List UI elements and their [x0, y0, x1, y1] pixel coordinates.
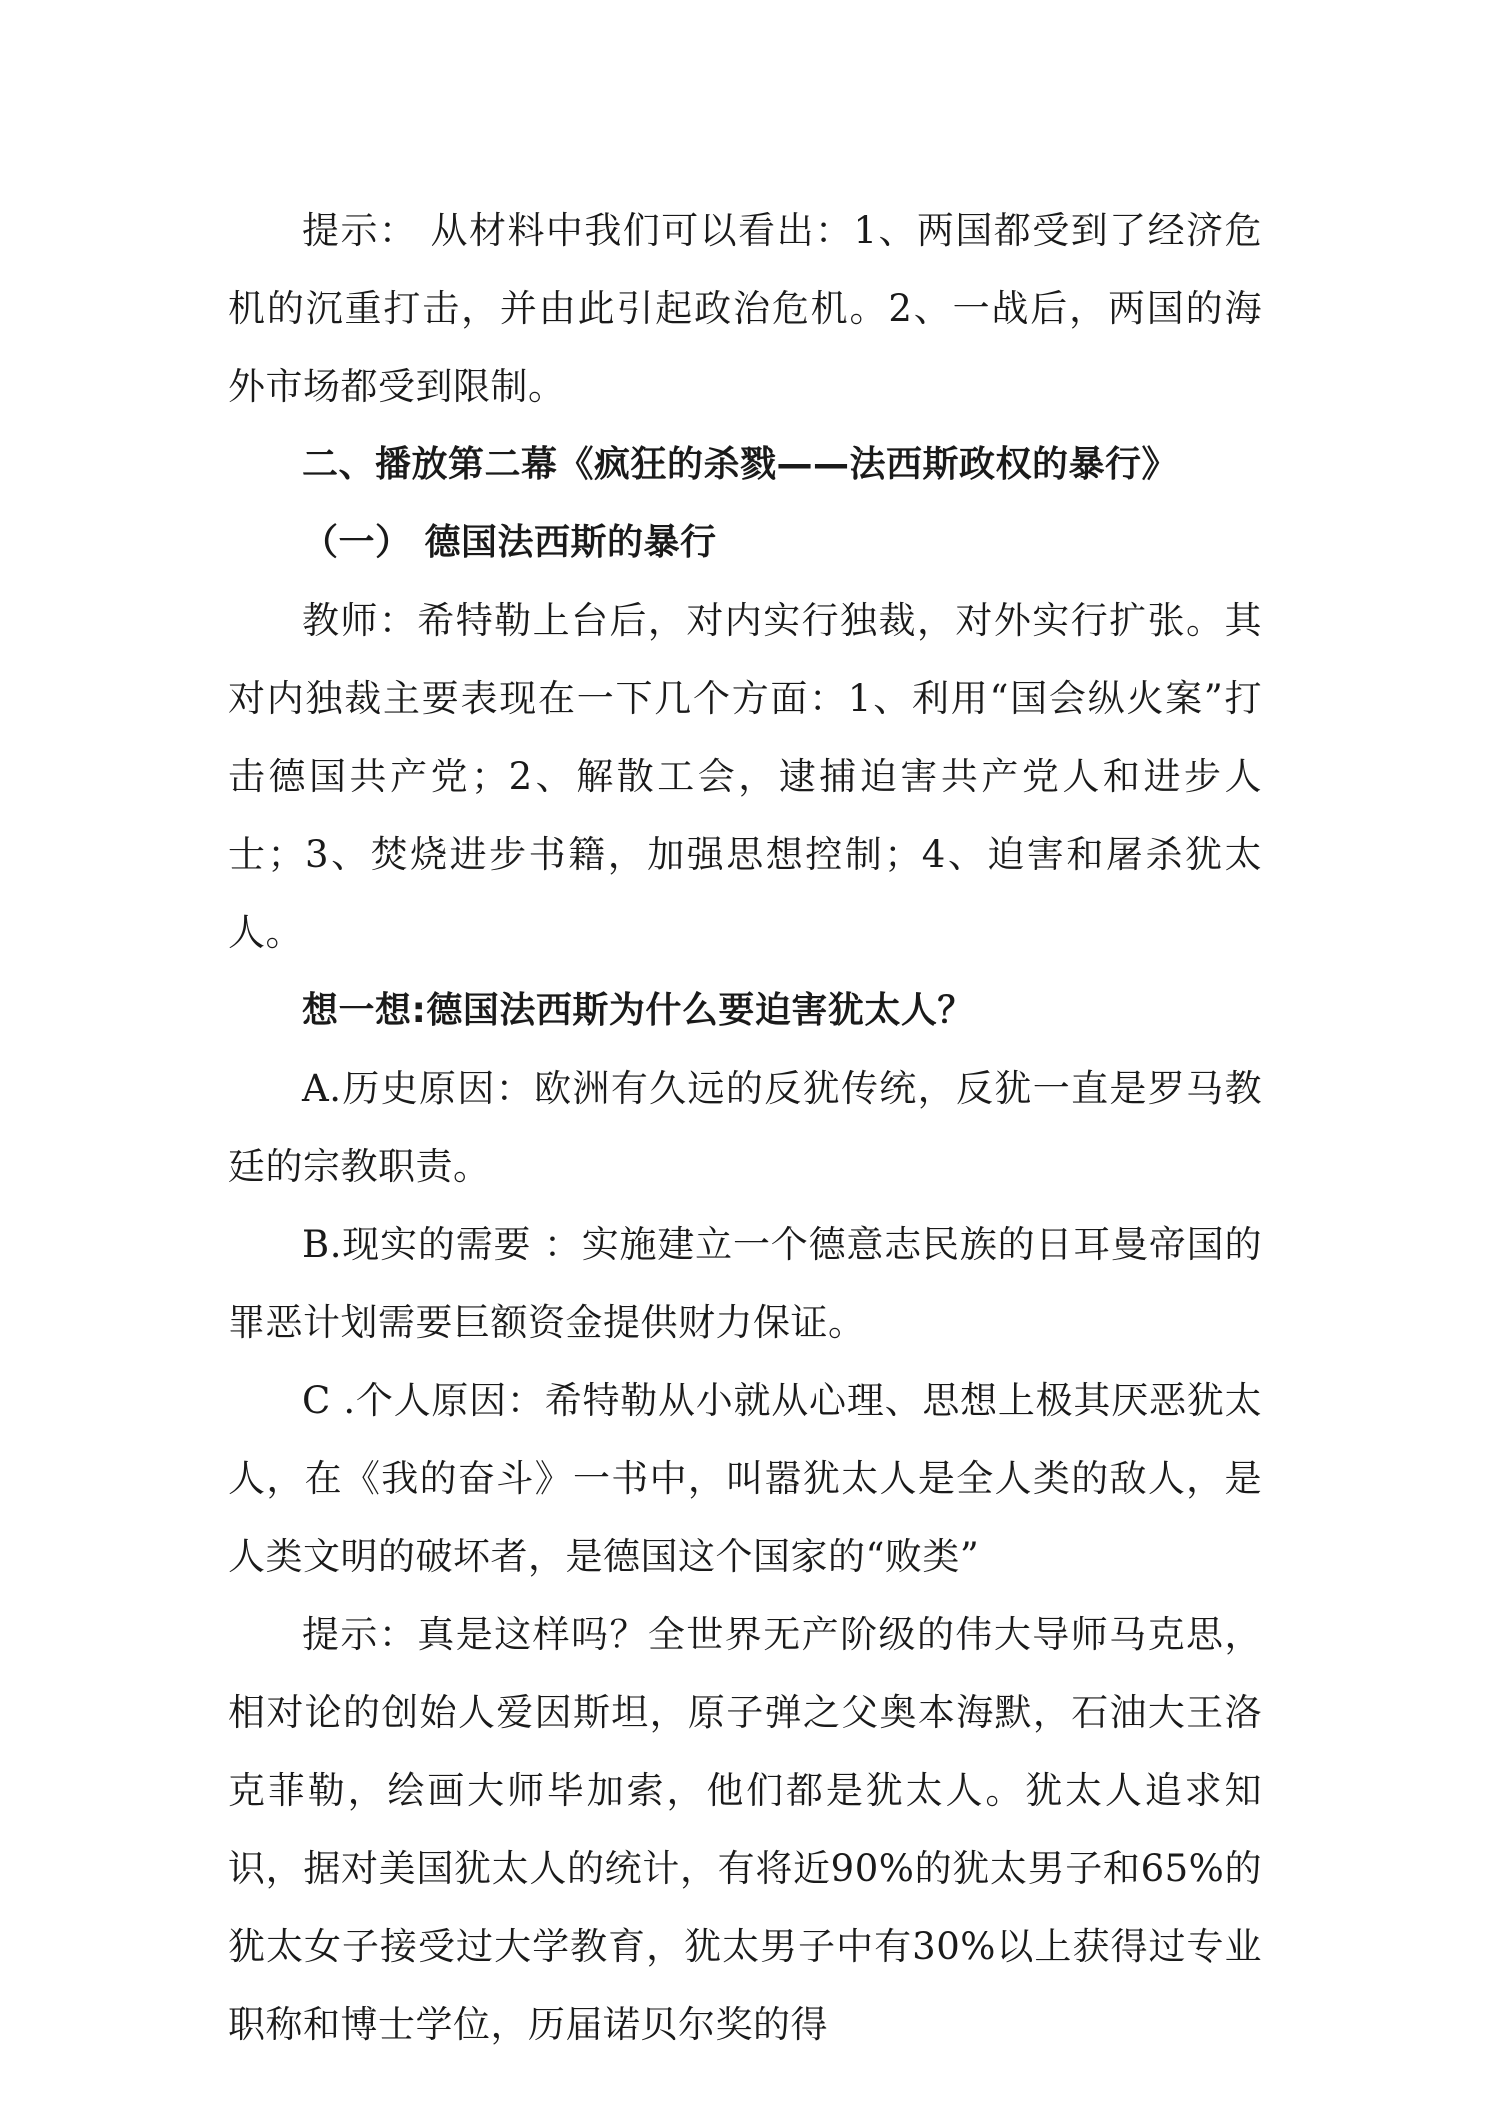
hint-paragraph-1: 提示： 从材料中我们可以看出：1、两国都受到了经济危机的沉重打击，并由此引起政治危机。2、一战后，两国的海外市场都受到限制。 — [228, 209, 1262, 408]
reason-b-paragraph: B.现实的需要 ：实施建立一个德意志民族的日耳曼帝国的罪恶计划需要巨额资金提供财力保证。 — [228, 1223, 1262, 1344]
document-body — [228, 192, 1262, 2064]
hint-paragraph-2: 提示：真是这样吗？全世界无产阶级的伟大导师马克思，相对论的创始人爱因斯坦，原子弹之父奥本海默，石油大王洛克菲勒，绘画大师毕加索，他们都是犹太人。犹太人追求知识，据对美国犹太人的统计，有将近90%的犹太男子和65%的犹太女子接受过大学教育，犹太男子中有30%以上获得过专业职称和博士学位，历届诺贝尔奖的得 — [228, 1613, 1262, 2046]
reason-a-paragraph: A.历史原因：欧洲有久远的反犹传统，反犹一直是罗马教廷的宗教职责。 — [228, 1067, 1262, 1188]
section-heading-2: 二、播放第二幕《疯狂的杀戮——法西斯政权的暴行》 — [302, 444, 1179, 485]
question-heading: 想一想:德国法西斯为什么要迫害犹太人？ — [302, 990, 974, 1031]
reason-c-paragraph: C .个人原因：希特勒从小就从心理、思想上极其厌恶犹太人，在《我的奋斗》一书中，叫嚣犹太人是全人类的敌人，是人类文明的破坏者，是德国这个国家的“败类” — [228, 1379, 1262, 1578]
subsection-heading-1: （一） 德国法西斯的暴行 — [302, 522, 717, 563]
teacher-paragraph: 教师：希特勒上台后，对内实行独裁，对外实行扩张。其对内独裁主要表现在一下几个方面：1、利用“国会纵火案”打击德国共产党；2、解散工会，逮捕迫害共产党人和进步人士；3、焚烧进步书籍，加强思想控制；4、迫害和屠杀犹太人。 — [228, 599, 1262, 954]
